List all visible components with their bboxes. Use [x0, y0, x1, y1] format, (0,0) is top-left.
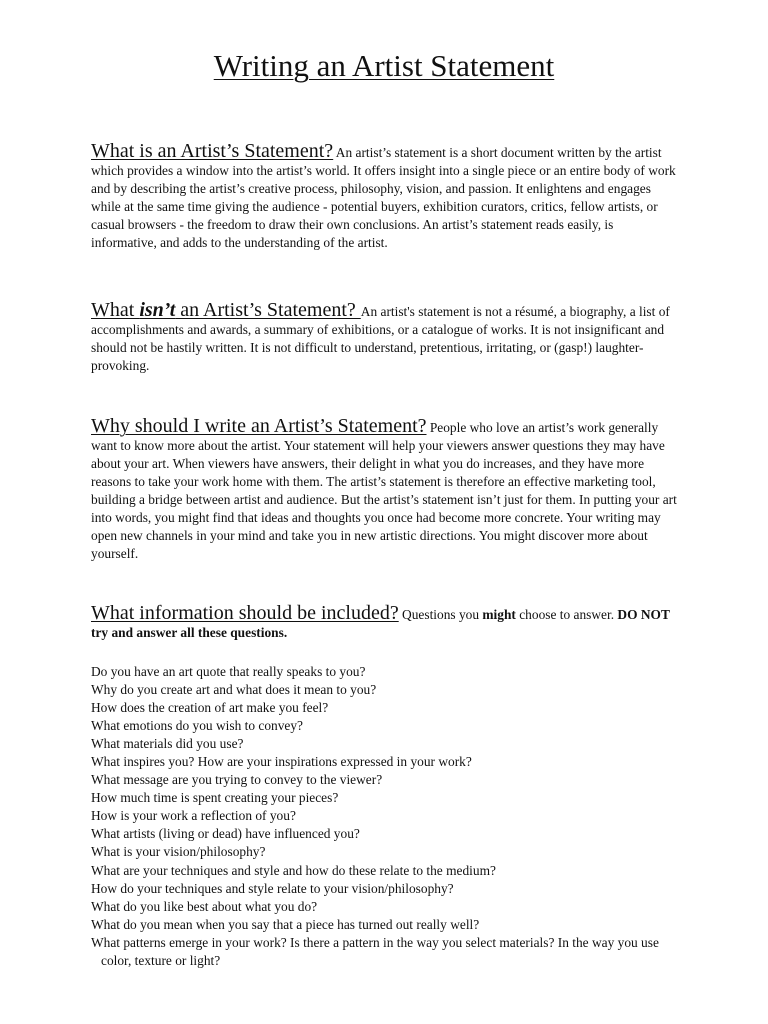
question-item: What emotions do you wish to convey?: [91, 718, 303, 734]
section-what-is: [91, 142, 681, 252]
heading-text-part: What: [91, 299, 140, 321]
question-item: What do you like best about what you do?: [91, 898, 318, 914]
heading-text-part: an Artist’s Statement?: [175, 299, 361, 321]
section-body-what-isnt: An artist's statement is not a résumé, a biography, a list of accomplishments and awards, a summary of exhibitions, or a catalogue of works. It is not insignificant and should not be hastily written. It is not difficult to understand, pretentious, irritating, or (gasp!) laughter-provoking.: [91, 304, 670, 373]
heading-emphasis: isn’t: [139, 299, 176, 321]
section-body-text: Questions you: [398, 607, 483, 622]
emphasis-do-not: DO NOT try and answer all these questions.: [91, 607, 670, 640]
section-body-why-write: People who love an artist’s work generally want to know more about the artist. Your statement will help your viewers answer questions they may have about your art. When viewers have answers, their delight in what you do increases, and they have more reasons to take your work home with them. The artist’s statement is therefore an effective marketing tool, building a bridge between artist and audience. But the artist’s statement isn’t just for them. In putting your art into words, you might find that ideas and thoughts you once had become more concrete. Your writing may open new channels in your mind and take you in new artistic directions. You might discover more about yourself.: [91, 420, 677, 561]
question-item: What inspires you? How are your inspirations expressed in your work?: [91, 754, 472, 770]
emphasis-might: might: [482, 607, 516, 622]
question-item: How much time is spent creating your pieces?: [91, 790, 339, 806]
section-what-info: [91, 604, 681, 642]
question-item: What are your techniques and style and how do these relate to the medium?: [91, 862, 496, 878]
question-item: What message are you trying to convey to the viewer?: [91, 772, 383, 788]
question-item: What materials did you use?: [91, 736, 244, 752]
question-item: What is your vision/philosophy?: [91, 844, 266, 860]
question-item: What patterns emerge in your work? Is there a pattern in the way you select materials? In the way you use color, texture or light?: [91, 934, 659, 968]
question-item: How does the creation of art make you feel?: [91, 700, 329, 716]
section-body-text: choose to answer.: [515, 607, 618, 622]
question-item: What artists (living or dead) have influenced you?: [91, 826, 360, 842]
section-body-what-is: An artist’s statement is a short document written by the artist which provides a window into the artist’s world. It offers insight into a single piece or an entire body of work and by describing the artist’s creative process, philosophy, vision, and passion. It enlightens and engages while at the same time giving the audience - potential buyers, exhibition curators, critics, fellow artists, or casual browsers - the freedom to draw their own conclusions. An artist’s statement reads easily, is informative, and adds to the understanding of the artist.: [91, 145, 676, 250]
section-heading-what-isnt: [91, 299, 361, 321]
question-item: Why do you create art and what does it mean to you?: [91, 682, 377, 698]
section-why-write: [91, 417, 681, 563]
question-item: Do you have an art quote that really speaks to you?: [91, 664, 366, 679]
document-title: Writing an Artist Statement: [213, 48, 555, 83]
section-heading-what-is: What is an Artist’s Statement?: [91, 140, 334, 162]
section-what-isnt: [91, 301, 681, 375]
question-item: How do your techniques and style relate to your vision/philosophy?: [91, 880, 454, 896]
section-heading-what-info: What information should be included?: [91, 602, 399, 624]
question-item: How is your work a reflection of you?: [91, 808, 296, 824]
section-heading-why-write: Why should I write an Artist’s Statement?: [91, 415, 427, 437]
question-list: [91, 663, 691, 970]
question-item: What do you mean when you say that a piece has turned out really well?: [91, 916, 480, 932]
